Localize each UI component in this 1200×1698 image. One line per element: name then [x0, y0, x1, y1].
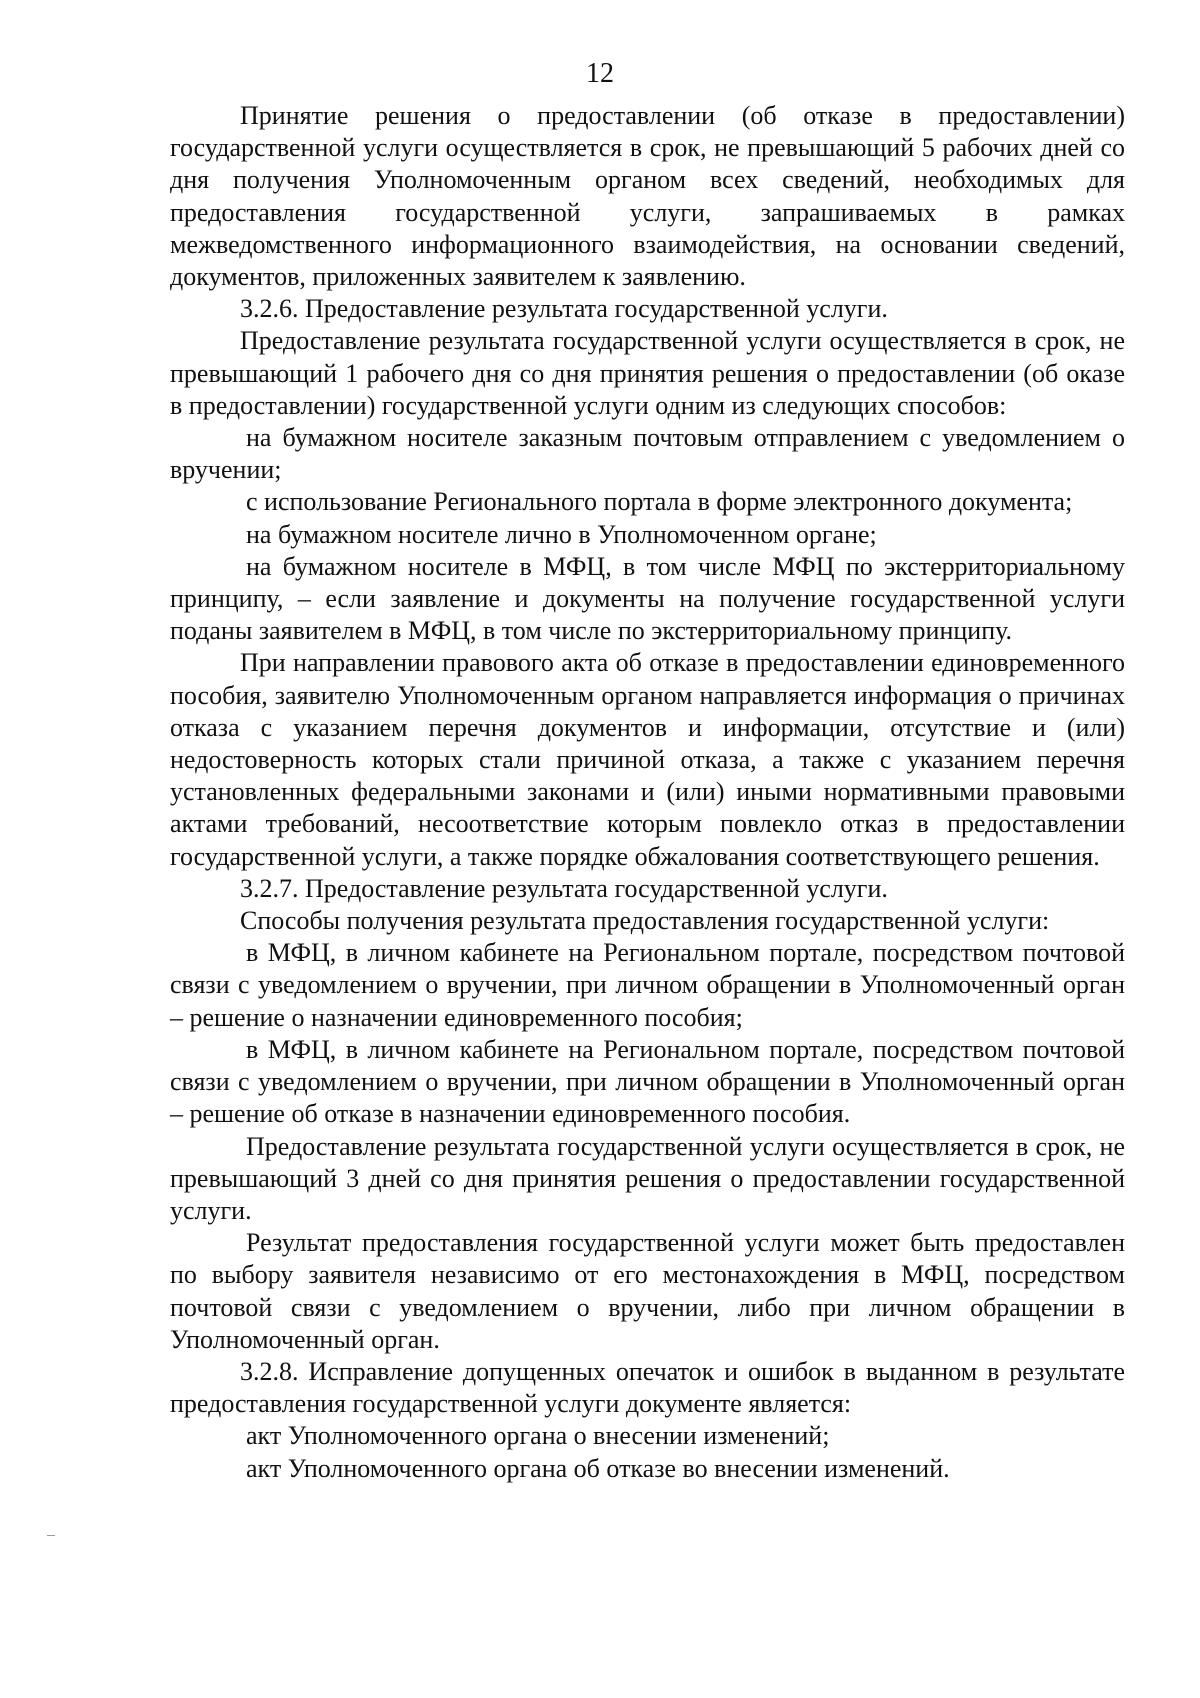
- scan-margin-mark: [47, 1535, 55, 1536]
- list-item-decision-grant: в МФЦ, в личном кабинете на Региональном портале, посредством почтовой связи с уведомлением о вручении, при личном обращении в Уполномоченный орган – решение о назначении единовременного пособия;: [170, 938, 1125, 1032]
- section-heading-3-2-7: 3.2.7. Предоставление результата государственной услуги.: [240, 873, 888, 903]
- list-item-paper-mail: на бумажном носителе заказным почтовым отправлением с уведомлением о вручении;: [170, 423, 1125, 485]
- section-heading-3-2-6: 3.2.6. Предоставление результата государственной услуги.: [240, 294, 888, 324]
- list-item-regional-portal: с использование Регионального портала в форме электронного документа;: [246, 487, 1073, 517]
- list-item-decision-refusal: в МФЦ, в личном кабинете на Региональном портале, посредством почтовой связи с уведомлением о вручении, при личном обращении в Уполномоченный орган – решение об отказе в назначении единовременного пособия.: [170, 1034, 1125, 1129]
- list-item-act-refusal-changes: акт Уполномоченного органа об отказе во внесении изменений.: [246, 1453, 950, 1483]
- section-heading-3-2-8: 3.2.8. Исправление допущенных опечаток и ошибок в выданном в результате предоставления государственной услуги документе является:: [170, 1356, 1125, 1419]
- paragraph-refusal-info: При направлении правового акта об отказе в предоставлении единовременного пособия, заявителю Уполномоченным органом направляется информация о причинах отказа с указанием перечня документов и информации, отсутствие и (или) недостоверность которых стали причиной отказа, а также с указанием перечня установленных федеральными законами и (или) иными нормативными правовыми актами требований, несоответствие которым повлекло отказ в предоставлении государственной услуги, а также порядке обжалования соответствующего решения.: [170, 648, 1125, 871]
- list-item-paper-in-person: на бумажном носителе лично в Уполномоченном органе;: [246, 519, 877, 549]
- list-item-paper-mfc: на бумажном носителе в МФЦ, в том числе МФЦ по экстерриториальному принципу, – если заявление и документы на получение государственной услуги поданы заявителем в МФЦ, в том числе по экстерриториальному принципу.: [170, 551, 1125, 646]
- paragraph-receiving-methods: Способы получения результата предоставления государственной услуги:: [240, 906, 1050, 936]
- page-number: 12: [586, 58, 614, 89]
- paragraph-result-term: Предоставление результата государственной услуги осуществляется в срок, не превышающий 1 рабочего дня со дня принятия решения о предоставлении (об оказе в предоставлении) государственной услуги одним из следующих способов:: [170, 326, 1125, 420]
- paragraph-result-choice: Результат предоставления государственной услуги может быть предоставлен по выбору заявителя независимо от его местонахождения в МФЦ, посредством почтовой связи с уведомлением о вручении, либо при личном обращении в Уполномоченный орган.: [170, 1228, 1125, 1354]
- list-item-act-changes: акт Уполномоченного органа о внесении изменений;: [246, 1421, 830, 1451]
- paragraph-decision-term: Принятие решения о предоставлении (об отказе в предоставлении) государственной услуги осуществляется в срок, не превышающий 5 рабочих дней со дня получения Уполномоченным органом всех сведений, необходимых для предоставления государственной услуги, запрашиваемых в рамках межведомственного информационного взаимодействия, на основании сведений, документов, приложенных заявителем к заявлению.: [170, 101, 1125, 292]
- paragraph-result-deadline: Предоставление результата государственной услуги осуществляется в срок, не превышающий 3 дней со дня принятия решения о предоставлении государственной услуги.: [170, 1131, 1125, 1225]
- document-body: [170, 100, 1125, 1485]
